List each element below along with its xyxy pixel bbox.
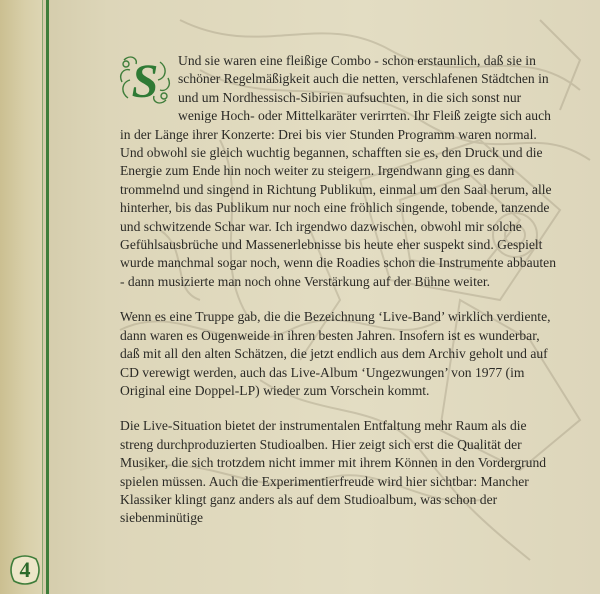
margin-rule [46,0,49,594]
page-number: 4 [19,557,31,582]
paragraph-3: Die Live-Situation bietet der instrumentalen Entfaltung mehr Raum als die streng durchproduzierten Studioalben. Hier zeigt sich erst die Qualität der Musiker, die sich trotzdem nicht immer mit ihrem Können in den Vordergrund spielen müssen. Auch die Experimentierfreude wird hier sichtbar: Mancher Klassiker klingt ganz anders als auf dem Studioalbum, was schon der siebenminütige [120,418,547,526]
page-number-badge [8,555,42,585]
left-margin-band [0,0,42,594]
article-text [120,52,560,545]
paragraph-2: Wenn es eine Truppe gab, die die Bezeichnung ‘Live-Band’ wirklich verdiente, dann waren es Ougenweide in ihren besten Jahren. Insofern ist es wunderbar, daß mit all den alten Schätzen, die jetzt endlich aus dem Archiv geholt und auf CD verewigt werden, auch das Live-Album ‘Ungezwungen’ von 1977 (im Original eine Doppel-LP) wieder zum Vorschein kommt. [120,309,551,398]
margin-rule-thin [42,0,43,594]
ornamental-drop-cap [116,52,174,108]
paragraph-1 [120,52,560,291]
drop-cap-letter: S [131,55,159,108]
paragraph-1-text: Und sie waren eine fleißige Combo - schon erstaunlich, daß sie in schöner Regelmäßigkeit auch die netten, verschlafenen Städtchen in und um Nordhessisch-Sibirien aufsuchten, in die sich sonst nur wenige Hoch- oder Mittelkaräter verirrten. Ihr Fleiß zeigte sich auch in der Länge ihrer Konzerte: Drei bis vier Stunden Programm waren normal. Und obwohl sie gleich wuchtig begannen, schafften sie es, den Druck und die Energie zum Ende hin noch weiter zu steigern. Irgendwann ging es dann trommelnd und singend in Richtung Publikum, einmal um den Saal herum, alle hinterher, bis das Publikum nur noch eine fröhlich singende, tobende, tanzende und schwitzende Schar war. Ich irgendwo dazwischen, obwohl mir solche Gefühlsausbrüche und Massenerlebnisse bis heute eher suspekt sind. Gespielt wurde manchmal sogar noch, wenn die Roadies schon die Instrumente abbauten - dann musizierte man noch ohne Verstärkung auf der Bühne weiter. [120,53,557,289]
